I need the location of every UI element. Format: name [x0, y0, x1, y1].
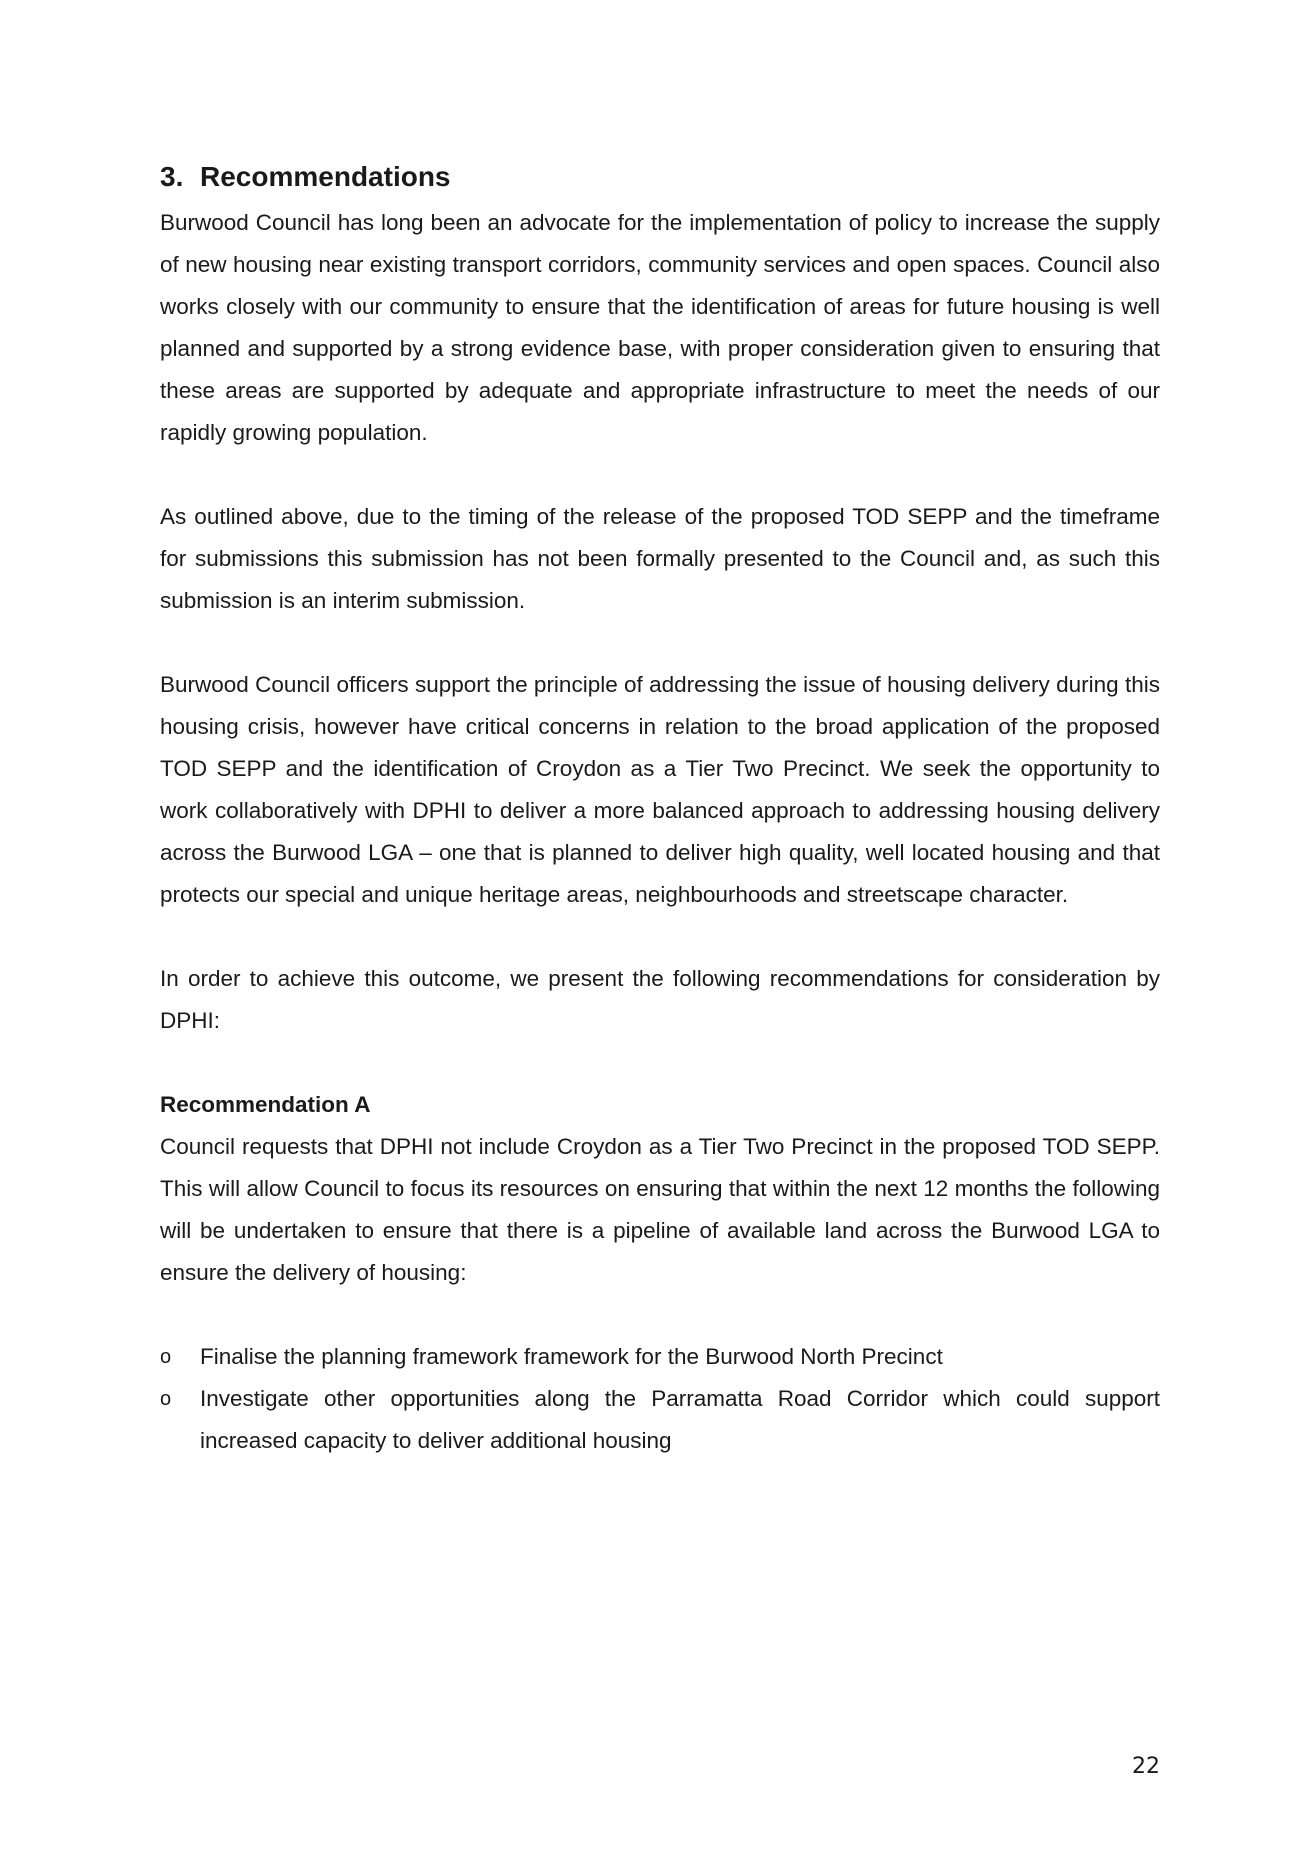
page-number: 22	[1132, 1754, 1160, 1779]
section-number: 3.	[160, 161, 184, 192]
paragraph-interim-submission: As outlined above, due to the timing of the release of the proposed TOD SEPP and the timeframe for submissions this submission has not been formally presented to the Council and, as such this submission is an interim submission.	[160, 504, 1160, 613]
recommendation-a-heading: Recommendation A	[160, 1092, 371, 1117]
page-content	[160, 160, 1160, 1462]
section-title: Recommendations	[200, 161, 451, 192]
paragraph-concerns: Burwood Council officers support the principle of addressing the issue of housing delivery during this housing crisis, however have critical concerns in relation to the broad application of the proposed TOD SEPP and the identification of Croydon as a Tier Two Precinct. We seek the opportunity to work collaboratively with DPHI to deliver a more balanced approach to addressing housing delivery across the Burwood LGA – one that is planned to deliver high quality, well located housing and that protects our special and unique heritage areas, neighbourhoods and streetscape character.	[160, 672, 1160, 907]
list-item-text: Investigate other opportunities along the Parramatta Road Corridor which could support increased capacity to deliver additional housing	[200, 1386, 1160, 1453]
bullet-marker: o	[160, 1346, 172, 1368]
list-item	[160, 1336, 1160, 1378]
recommendation-a-body: Council requests that DPHI not include Croydon as a Tier Two Precinct in the proposed TOD SEPP. This will allow Council to focus its resources on ensuring that within the next 12 months the following will be undertaken to ensure that there is a pipeline of available land across the Burwood LGA to ensure the delivery of housing:	[160, 1134, 1160, 1285]
list-item-text: Finalise the planning framework framework for the Burwood North Precinct	[200, 1344, 943, 1369]
section-heading	[160, 160, 1160, 194]
recommendation-a-list	[160, 1336, 1160, 1462]
paragraph-intro: Burwood Council has long been an advocate for the implementation of policy to increase the supply of new housing near existing transport corridors, community services and open spaces. Council also works closely with our community to ensure that the identification of areas for future housing is well planned and supported by a strong evidence base, with proper consideration given to ensuring that these areas are supported by adequate and appropriate infrastructure to meet the needs of our rapidly growing population.	[160, 210, 1160, 445]
bullet-marker: o	[160, 1388, 172, 1410]
paragraph-outcome: In order to achieve this outcome, we present the following recommendations for consideration by DPHI:	[160, 966, 1160, 1033]
list-item	[160, 1378, 1160, 1462]
